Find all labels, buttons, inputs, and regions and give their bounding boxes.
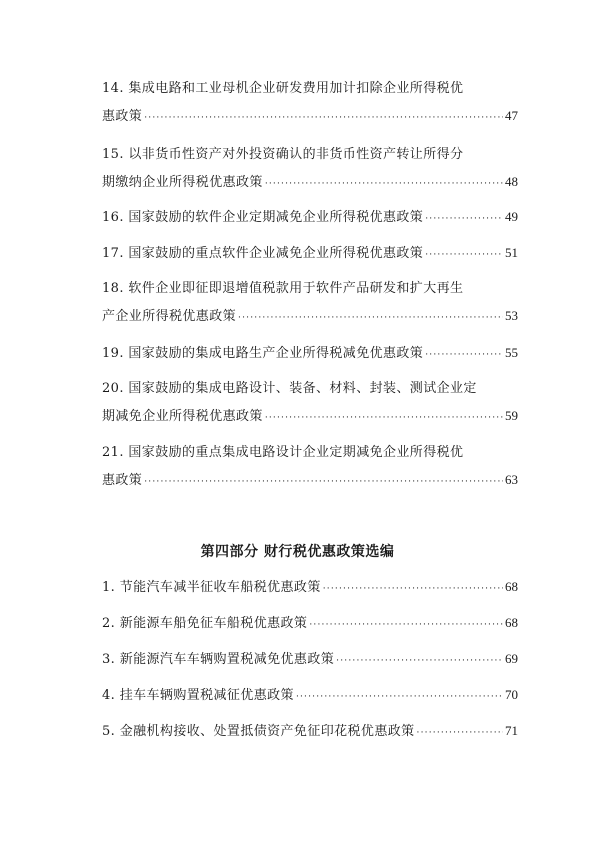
page-number: 70 xyxy=(505,687,518,702)
dot-leader xyxy=(265,410,503,427)
dot-leader xyxy=(425,211,503,228)
dot-leader xyxy=(336,653,503,670)
toc-entry-title: 18. 软件企业即征即退增值税款用于软件产品研发和扩大再生 xyxy=(102,281,464,296)
dot-leader xyxy=(425,247,503,264)
toc-entry-title: 2. 新能源车船免征车船税优惠政策 xyxy=(102,616,308,631)
toc-entry-title-cont: 惠政策 xyxy=(102,109,143,124)
toc-entry-title-cont: 期减免企业所得税优惠政策 xyxy=(102,409,263,424)
toc-entry-title: 19. 国家鼓励的集成电路生产企业所得税减免优惠政策 xyxy=(102,346,424,361)
toc-entry-title: 21. 国家鼓励的重点集成电路设计企业定期减免企业所得税优 xyxy=(102,445,464,460)
page-number: 71 xyxy=(505,723,518,738)
page-number: 51 xyxy=(505,245,518,260)
dot-leader xyxy=(425,347,503,364)
page-number: 59 xyxy=(505,408,518,423)
toc-entry-title-cont: 期缴纳企业所得税优惠政策 xyxy=(102,175,263,190)
toc-entry-14[interactable] xyxy=(102,80,518,127)
dot-leader xyxy=(417,725,503,742)
toc-entry-title: 14. 集成电路和工业母机企业研发费用加计扣除企业所得税优 xyxy=(102,81,464,96)
toc-entry-18[interactable] xyxy=(102,280,518,327)
toc-entry-p4-4[interactable] xyxy=(102,686,518,706)
dot-leader xyxy=(238,310,503,327)
toc-entry-title: 3. 新能源汽车车辆购置税减免优惠政策 xyxy=(102,652,335,667)
page-number: 69 xyxy=(505,651,518,666)
toc-entry-p4-5[interactable] xyxy=(102,722,518,742)
dot-leader xyxy=(309,617,503,634)
dot-leader xyxy=(144,474,503,491)
dot-leader xyxy=(296,689,503,706)
toc-entry-title: 4. 挂车车辆购置税减征优惠政策 xyxy=(102,688,294,703)
toc-entry-title: 20. 国家鼓励的集成电路设计、装备、材料、封装、测试企业定 xyxy=(102,381,477,396)
toc-entry-title-cont: 产企业所得税优惠政策 xyxy=(102,309,237,324)
toc-entry-title-cont: 惠政策 xyxy=(102,473,143,488)
toc-entry-p4-2[interactable] xyxy=(102,614,518,634)
page-number: 68 xyxy=(505,579,518,594)
section-heading: 第四部分 财行税优惠政策选编 xyxy=(200,544,395,560)
toc-entry-p4-3[interactable] xyxy=(102,650,518,670)
toc-entry-title: 17. 国家鼓励的重点软件企业减免企业所得税优惠政策 xyxy=(102,246,424,261)
page-number: 55 xyxy=(505,345,518,360)
toc-entry-title: 1. 节能汽车减半征收车船税优惠政策 xyxy=(102,580,321,595)
page-number: 68 xyxy=(505,615,518,630)
toc-entry-title: 5. 金融机构接收、处置抵债资产免征印花税优惠政策 xyxy=(102,724,415,739)
toc-entry-16[interactable] xyxy=(102,208,518,228)
toc-entry-p4-1[interactable] xyxy=(102,578,518,598)
page-number: 63 xyxy=(505,472,518,487)
toc-entry-15[interactable] xyxy=(102,146,518,193)
toc-entry-title: 16. 国家鼓励的软件企业定期减免企业所得税优惠政策 xyxy=(102,210,424,225)
toc-entry-20[interactable] xyxy=(102,380,518,427)
toc-entry-19[interactable] xyxy=(102,344,518,364)
toc-entry-title: 15. 以非货币性资产对外投资确认的非货币性资产转让所得分 xyxy=(102,147,464,162)
page-number: 48 xyxy=(505,174,518,189)
toc-entry-21[interactable] xyxy=(102,444,518,491)
toc-entry-17[interactable] xyxy=(102,244,518,264)
page-number: 47 xyxy=(505,108,518,123)
page-number: 49 xyxy=(505,209,518,224)
dot-leader xyxy=(144,110,503,127)
page-number: 53 xyxy=(505,308,518,323)
dot-leader xyxy=(323,581,503,598)
dot-leader xyxy=(265,176,503,193)
